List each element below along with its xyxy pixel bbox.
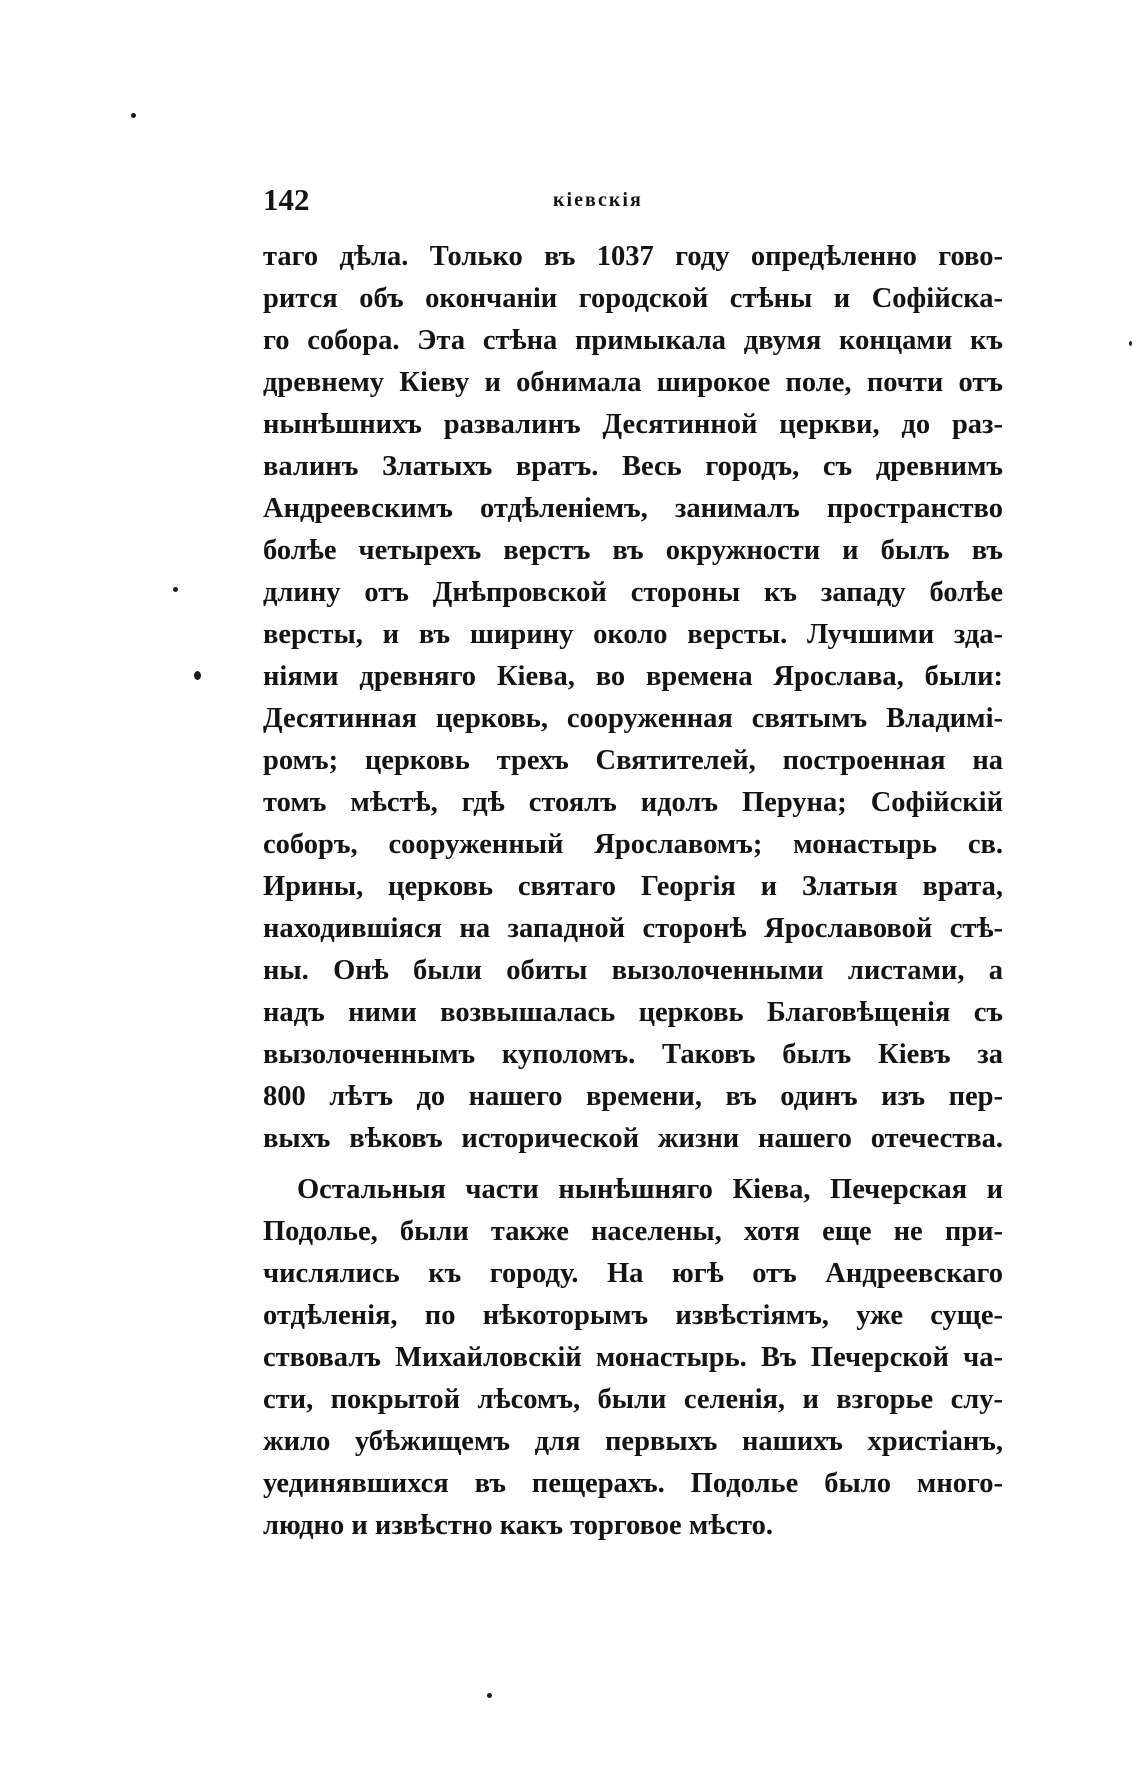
text-line: Андреевскимъ отдѣленіемъ, занималъ пространство (263, 493, 1003, 524)
text-line: длину отъ Днѣпровской стороны къ западу болѣе (263, 577, 1003, 608)
text-line: Ирины, церковь святаго Георгія и Златыя врата, (263, 871, 1003, 902)
body-text (263, 236, 1003, 1547)
scan-speck (487, 1693, 492, 1698)
text-line: выхъ вѣковъ исторической жизни нашего отечества. (263, 1123, 1003, 1154)
text-line: го собора. Эта стѣна примыкала двумя концами къ (263, 325, 1003, 356)
text-line: 800 лѣтъ до нашего времени, въ одинъ изъ пер- (263, 1081, 1003, 1112)
paragraph (263, 236, 1003, 1160)
text-line: ны. Онѣ были обиты вызолоченными листами, а (263, 955, 1003, 986)
running-head: кіевскія (553, 189, 643, 211)
text-line: болѣе четырехъ верстъ въ окружности и былъ въ (263, 535, 1003, 566)
scan-speck (173, 587, 178, 592)
text-line: ромъ; церковь трехъ Святителей, построенная на (263, 745, 1003, 776)
text-line: древнему Кіеву и обнимала широкое поле, почти отъ (263, 367, 1003, 398)
text-line: надъ ними возвышалась церковь Благовѣщенія съ (263, 997, 1003, 1028)
text-line: Подолье, были также населены, хотя еще не при- (263, 1216, 1003, 1247)
text-line: уединявшихся въ пещерахъ. Подолье было много- (263, 1468, 1003, 1499)
text-line: версты, и въ ширину около версты. Лучшими зда- (263, 619, 1003, 650)
text-line: нынѣшнихъ развалинъ Десятинной церкви, до раз- (263, 409, 1003, 440)
paragraph (263, 1169, 1003, 1547)
text-line: сти, покрытой лѣсомъ, были селенія, и взгорье слу- (263, 1384, 1003, 1415)
text-line: ніями древняго Кіева, во времена Ярослава, были: (263, 661, 1003, 692)
scan-speck (194, 671, 201, 680)
text-line: находившіяся на западной сторонѣ Ярославовой стѣ- (263, 913, 1003, 944)
text-line: вызолоченнымъ куполомъ. Таковъ былъ Кіевъ за (263, 1039, 1003, 1070)
text-line: валинъ Златыхъ вратъ. Весь городъ, съ древнимъ (263, 451, 1003, 482)
text-line: Остальныя части нынѣшняго Кіева, Печерская и (297, 1174, 1003, 1205)
text-line: соборъ, сооруженный Ярославомъ; монастырь св. (263, 829, 1003, 860)
page-header (263, 180, 1003, 220)
text-line: томъ мѣстѣ, гдѣ стоялъ идолъ Перуна; Софійскій (263, 787, 1003, 818)
page-number: 142 (263, 182, 310, 217)
text-line: отдѣленія, по нѣкоторымъ извѣстіямъ, уже суще- (263, 1300, 1003, 1331)
text-line: таго дѣла. Только въ 1037 году опредѣленно гово- (263, 241, 1003, 272)
scan-speck (131, 113, 136, 118)
text-line: числялись къ городу. На югѣ отъ Андреевскаго (263, 1258, 1003, 1289)
text-line: ствовалъ Михайловскій монастырь. Въ Печерской ча- (263, 1342, 1003, 1373)
text-line: людно и извѣстно какъ торговое мѣсто. (263, 1510, 773, 1541)
text-line: жило убѣжищемъ для первыхъ нашихъ христіанъ, (263, 1426, 1003, 1457)
text-line: рится объ окончаніи городской стѣны и Софійска- (263, 283, 1003, 314)
text-line: Десятинная церковь, сооруженная святымъ Владимі- (263, 703, 1003, 734)
scan-speck (1129, 341, 1132, 346)
